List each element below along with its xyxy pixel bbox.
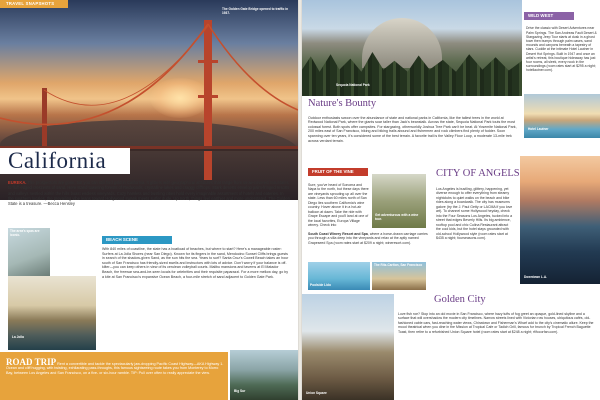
hero-caption: The Golden Gate Bridge opened to traffic in 1937. xyxy=(222,7,289,15)
page-title: California xyxy=(8,148,107,173)
right-page xyxy=(302,0,600,400)
fruit-body-bottom xyxy=(308,232,428,246)
golden-body: Love fish roe? Stop into an old movie in San Francisco, where hazy tufts of fog greet an opaque, gold-lined skyline and a surface that will overshadow the modern city timelines. Narrow streets lined with Victorian row houses, ubiquitous cafés, old-fashioned cable cars, fast-reaching water views, Chinatown and Fisherman's Wharf add to the city's cinematic allure. Keep the mood theatrical when you dine in the Mission at Tropical Cafe or Tadich Grill, famous for brunch by Tropical French Baguette Toast, then retire to a refurbished Union Square hotel (room rates start at $248 a night; rfifocorfan.com). xyxy=(398,311,594,334)
sf-caption: Union Square xyxy=(306,391,327,395)
wine-caption: Get adventurous with a wine tour. xyxy=(375,213,419,221)
wild-west-heading: WILD WEST xyxy=(524,12,574,20)
beach-body: With 840 miles of coastline, the state has a boatload of beaches, but where to start? Here's a manageable roster: Surfers at La Jolla Shores (near San Diego). Known for its fingers in the sand, Mendocino Sunset Cliffs brings guests in search of the shadow-given Sand, as the sun hits the sea. Years to surf? Santa Cruz's Cowell Beach takes an hour south of San Francisco has friendly-sized swells and instructors with lots of advice. Don't worry if your balance is off-kilter—you can keep others in view of its cerulean volleyball courts. Malibu mansions and taverns at El Matador Beach, the freewar sea-and-be-seen locals for celebrities and their requisite paparazzi. For a more mellow day, go by a kite at San Francisco's expansive Ocean Beach, a four-mile stretch of sand adjacent to Golden Gate Park. xyxy=(102,247,289,279)
road-trip-heading: ROAD TRIP xyxy=(6,356,57,367)
poolside-caption: Poolside Lido xyxy=(310,283,331,287)
la-jolla-caption: La Jolla xyxy=(12,335,24,339)
golden-heading: Golden City xyxy=(434,294,486,305)
intro-body: The prospectors are gone, but you can still find gold in California. It glitters with geographical attributes that range from snow-covered mountains to fluff-edged crescents of sand. Here stand towering forests of Redwoods, crystalline lakes and craggy clifftops. Stark deserts envelop palm-fringed resorts and valleys nestled within the hills boast endless vineyards. Cozy hamlets and bustling cities hold every imaginable assortment of hotels and eateries. In the southern locales, the prevailing vibe leans toward Hollywood swank meets surfer dude. Up north, things feel earthier and more understated. The Golden State is a treasure. —Becca Hensley xyxy=(8,180,290,207)
la-caption: Downtown L.A. xyxy=(524,275,548,279)
angels-heading: CITY OF ANGELS xyxy=(436,168,520,179)
intro-lead: EUREKA. xyxy=(8,180,27,186)
section-tab: TRAVEL SNAPSHOTS xyxy=(0,0,68,8)
hotel-caption: Hotel Lautner xyxy=(528,127,549,131)
left-page xyxy=(0,0,298,400)
road-trip-paragraph xyxy=(6,356,224,376)
fruit-body-rest: , where a horse-drawn carriage carries you through a villa deep into the vineyards and relax at the aptly named Grapeseed Spa (room rates start at $209 a night; wineresort.com). xyxy=(308,231,428,245)
bounty-heading: Nature's Bounty xyxy=(308,98,377,109)
fruit-heading: FRUIT OF THE VINE xyxy=(308,168,368,176)
wild-west-body: Drive the classic with Desert Adventures near Palm Springs. The San Andreas Fault Desert & Stargazing Jeep Tour starts at dusk in a ghost town then bumps through palm oases, sand mounds and canyons beneath a tapestry of stars. Cuddle at the intimate Hotel Lautner in Desert Hot Springs. Built in 1947 and once an artist's retreat, this boutique hideaway has just four rooms, all sleek, every nook in the surroundings (room rates start at $295 a night; hotellautner.com). xyxy=(526,26,597,73)
angels-body: Los Angeles is bustling, glittery, happening, yet diverse enough to offer everything from steamy nightclubs to quiet walks on the beach and bike rides along a boardwalk. The city has museums galore (try the J. Paul Getty or LACMA if you love art). To channel some Hollywood heyday, check into the Four Seasons Los Angeles, tucked into a street that edges Beverly Hills. Its big ambience, rooftop pool and chic Culina Restaurant attract the cool kids, but the hotel stays grounded with old-school Hollywood style (room rates start at $435 a night; fourseasons.com). xyxy=(436,186,513,240)
resort-name: South Coast Winery Resort and Spa xyxy=(308,231,368,236)
spa-caption: The area's spas are iconic. xyxy=(10,229,40,237)
bounty-body: Outdoor enthusiasts swoon over the abundance of state and national parks in California, like the tallest trees in the world at Redwood National Park, where the giants soar taller than Jack's beanstalk. Across the state, Sequoia National Park touts the most colossal forest. Both spots offer campsites. For stargazing, otherworldly Joshua Tree Park can't be beat. At Yosemite National Park, 200 miles east of San Francisco, hiking and biking trails abound and fishermen and rock climbers find plenty of fodder. Soon spanning over ten years, it's considered some of the best terrain. A favorite trail is the Valley Floor Loop, a moderate 13-mile trek across verdant terrain. xyxy=(308,115,517,143)
carlton-caption: The Ritz-Carlton, San Francisco xyxy=(374,263,423,267)
yosemite-photo xyxy=(302,0,522,96)
beach-heading: BEACH SCENE xyxy=(102,236,172,244)
union-square-photo xyxy=(302,294,394,400)
downtown-la-photo xyxy=(520,156,600,284)
yosemite-caption: Sequoia National Park xyxy=(336,83,370,87)
intro-paragraph xyxy=(8,180,290,206)
big-sur-caption: Big Sur xyxy=(234,389,246,393)
road-trip-body: Rent a convertible and tackle the spectacularly jaw-dropping Pacific Coast Highway—AKA Highway 1. Ocean and cliff hugging, with twisting, exhilarating pass-throughs, this famous sightseeing route takes you from Monterey to Morro Bay, between Los Angeles and San Francisco, on a five- or six-hour ramble. TIP: Pull over often to really appreciate the view. xyxy=(6,361,224,375)
fruit-body-top: Sure, you've heard of Sonoma and Napa to the north, but these days there are vineyards sprouting up all over the state. Less than 60 miles north of San Diego lies southern California's wine country. Hover above it in a hot-air balloon at dawn. Take the ride with Grape Escape and you'll land at one of the local favorites, Europa Village winery. Check into xyxy=(308,182,369,227)
